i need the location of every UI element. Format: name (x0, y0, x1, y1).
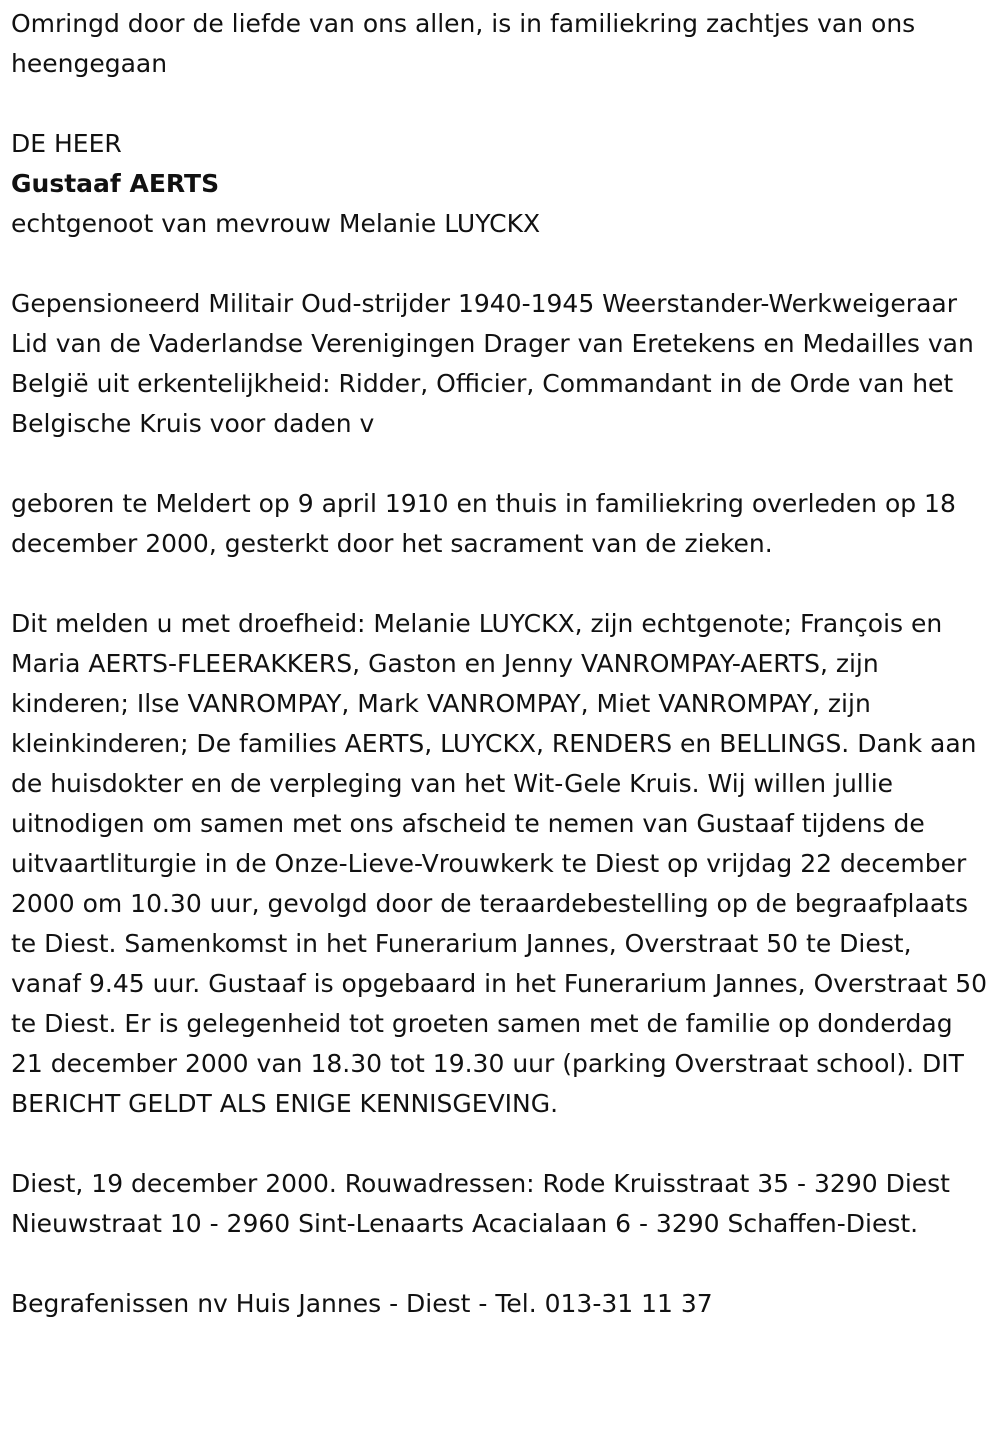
spacer (11, 244, 989, 284)
announcement-paragraph: Dit melden u met droefheid: Melanie LUYCKX, zijn echtgenote; François en Maria AERTS-FLEERAKKERS, Gaston en Jenny VANROMPAY-AERTS, zijn kinderen; Ilse VANROMPAY, Mark VANROMPAY, Miet VANROMPAY, zijn kleinkinderen; De families AERTS, LUYCKX, RENDERS en BELLINGS. Dank aan de huisdokter en de verpleging van het Wit-Gele Kruis. Wij willen jullie uitnodigen om samen met ons afscheid te nemen van Gustaaf tijdens de uitvaartliturgie in de Onze-Lieve-Vrouwkerk te Diest op vrijdag 22 december 2000 om 10.30 uur, gevolgd door de teraardebestelling op de begraafplaats te Diest. Samenkomst in het Funerarium Jannes, Overstraat 50 te Diest, vanaf 9.45 uur. Gustaaf is opgebaard in het Funerarium Jannes, Overstraat 50 te Diest. Er is gelegenheid tot groeten samen met de familie op donderdag 21 december 2000 van 18.30 tot 19.30 uur (parking Overstraat school). DIT BERICHT GELDT ALS ENIGE KENNISGEVING. (11, 609, 988, 1118)
spacer (11, 444, 989, 484)
intro-text: Omringd door de liefde van ons allen, is in familiekring zachtjes van ons heengegaan (11, 9, 916, 78)
birth-death-paragraph: geboren te Meldert op 9 april 1910 en thuis in familiekring overleden op 18 december 2000, gesterkt door het sacrament van de zieken. (11, 489, 956, 558)
deceased-name: Gustaaf AERTS (11, 169, 220, 198)
spacer (11, 1244, 989, 1284)
spacer (11, 1124, 989, 1164)
title-prefix: DE HEER (11, 129, 122, 158)
spacer (11, 84, 989, 124)
death-notice (11, 4, 989, 1324)
titles-paragraph: Gepensioneerd Militair Oud-strijder 1940-1945 Weerstander-Werkweigeraar Lid van de Vaderlandse Verenigingen Drager van Eretekens en Medailles van België uit erkentelijkheid: Ridder, Officier, Commandant in de Orde van het Belgische Kruis voor daden v (11, 289, 974, 438)
spacer (11, 564, 989, 604)
spouse-line: echtgenoot van mevrouw Melanie LUYCKX (11, 209, 541, 238)
funeral-home-line: Begrafenissen nv Huis Jannes - Diest - Tel. 013-31 11 37 (11, 1289, 713, 1318)
addresses-paragraph: Diest, 19 december 2000. Rouwadressen: Rode Kruisstraat 35 - 3290 Diest Nieuwstraat 10 - 2960 Sint-Lenaarts Acacialaan 6 - 3290 Schaffen-Diest. (11, 1169, 950, 1238)
